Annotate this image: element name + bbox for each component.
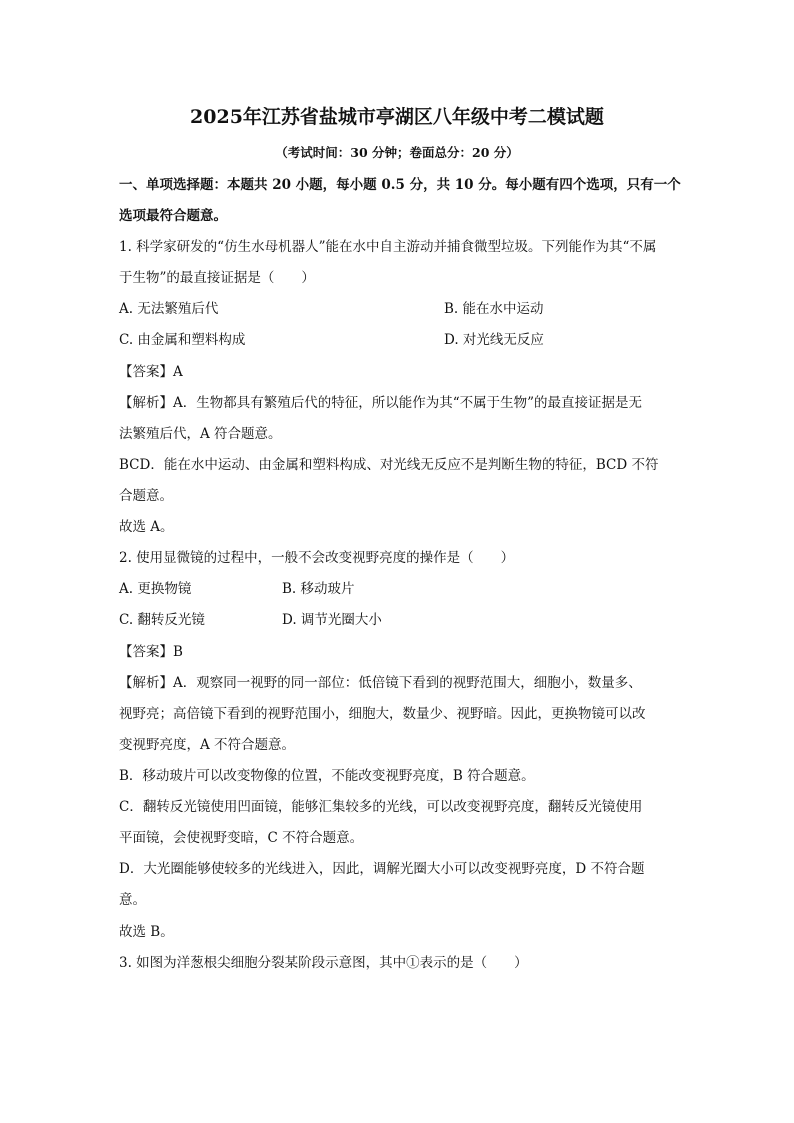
question-1-stem: 1. 科学家研发的“仿生水母机器人”能在水中自主游动并捕食微型垃圾。下列能作为其“不属 (119, 239, 657, 255)
question-2-analysis-line: 意。 (119, 892, 146, 908)
question-2-analysis-line: 变视野亮度，A 不符合题意。 (119, 737, 296, 753)
exam-info-subtitle: （考试时间：30 分钟；卷面总分：20 分） (275, 145, 519, 160)
question-2-analysis-line: 视野亮；高倍镜下看到的视野范围小，细胞大，数量少、视野暗。因此，更换物镜可以改 (119, 706, 646, 722)
question-2-conclusion: 故选 B。 (119, 924, 174, 940)
question-1-analysis: 【解析】A．生物都具有繁殖后代的特征，所以能作为其“不属于生物”的最直接证据是无 (119, 395, 643, 411)
question-2-analysis-line: C．翻转反光镜使用凹面镜，能够汇集较多的光线，可以改变视野亮度，翻转反光镜使用 (119, 799, 643, 815)
question-1-answer: 【答案】A (119, 364, 183, 380)
question-2-analysis-line: 平面镜，会使视野变暗，C 不符合题意。 (119, 830, 364, 846)
question-1-analysis-line: 法繁殖后代，A 符合题意。 (119, 426, 282, 442)
question-1-analysis-line: BCD．能在水中运动、由金属和塑料构成、对光线无反应不是判断生物的特征，BCD 不符 (119, 457, 659, 473)
question-2-answer: 【答案】B (119, 644, 183, 660)
question-1-analysis-line: 合题意。 (119, 488, 173, 504)
question-2-analysis: 【解析】A．观察同一视野的同一部位：低倍镜下看到的视野范围大，细胞小，数量多、 (119, 675, 642, 691)
section-heading-continued: 选项最符合题意。 (119, 208, 227, 224)
question-1-stem-continued: 于生物”的最直接证据是（ ） (119, 270, 315, 286)
question-1-option-a: A. 无法繁殖后代 (119, 301, 219, 317)
question-2-option-b: B. 移动玻片 (282, 581, 355, 597)
question-2-analysis-line: B．移动玻片可以改变物像的位置，不能改变视野亮度，B 符合题意。 (119, 768, 535, 784)
page-title: 2025年江苏省盐城市亭湖区八年级中考二模试题 (190, 106, 604, 128)
question-1-option-d: D. 对光线无反应 (444, 332, 544, 348)
question-2-stem: 2. 使用显微镜的过程中，一般不会改变视野亮度的操作是（ ） (119, 550, 515, 566)
question-2-option-d: D. 调节光圈大小 (282, 612, 382, 628)
question-2-analysis-line: D．大光圈能够使较多的光线进入，因此，调解光圈大小可以改变视野亮度，D 不符合题 (119, 861, 645, 877)
question-3-stem: 3. 如图为洋葱根尖细胞分裂某阶段示意图，其中①表示的是（ ） (119, 955, 528, 971)
question-1-option-c: C. 由金属和塑料构成 (119, 332, 246, 348)
question-1-conclusion: 故选 A。 (119, 519, 174, 535)
question-2-option-a: A. 更换物镜 (119, 581, 192, 597)
question-2-option-c: C. 翻转反光镜 (119, 612, 205, 628)
question-1-option-b: B. 能在水中运动 (444, 301, 544, 317)
section-heading: 一、单项选择题：本题共 20 小题，每小题 0.5 分，共 10 分。每小题有四个选项，只有一个 (119, 177, 681, 193)
